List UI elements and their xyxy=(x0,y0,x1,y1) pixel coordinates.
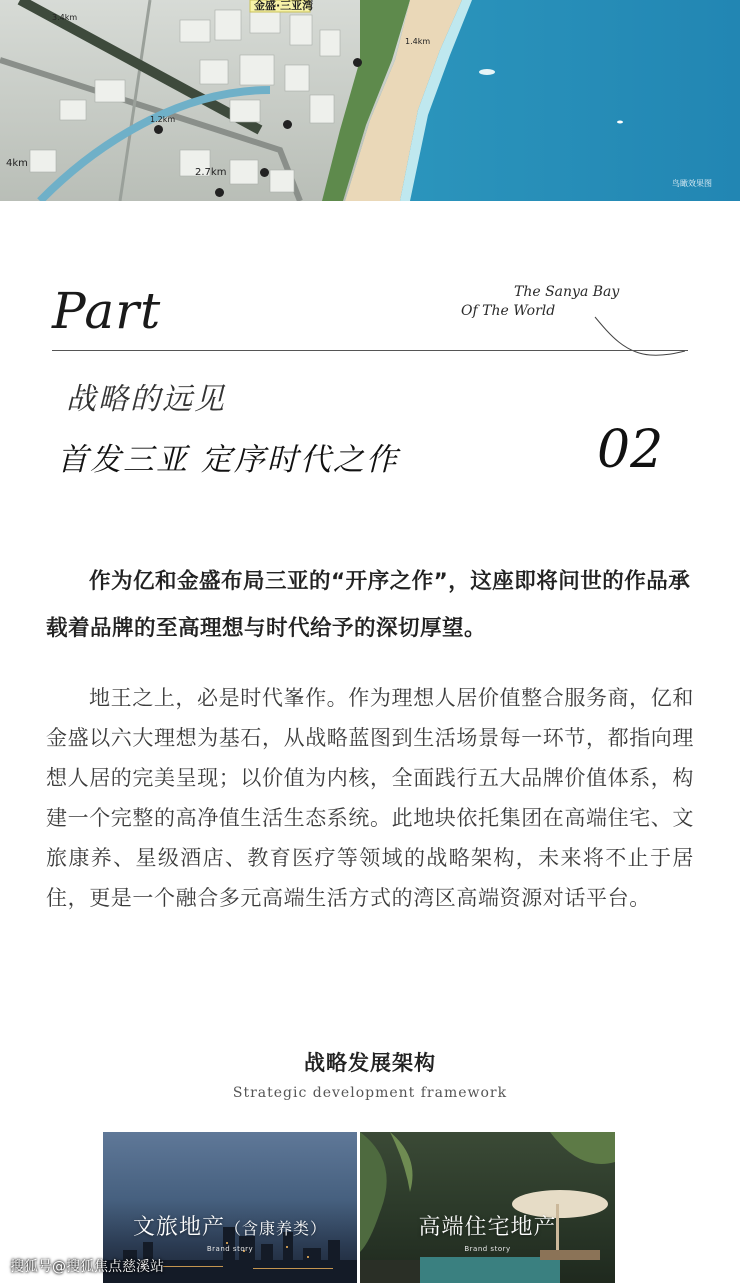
hero-aerial-image xyxy=(0,0,740,201)
framework-title: 战略发展架构 xyxy=(304,1051,436,1075)
map-pin-icon xyxy=(154,125,163,134)
card-luxury-residential[interactable] xyxy=(360,1132,615,1283)
map-distance-label: 2.7km xyxy=(195,167,227,178)
section-headline: 首发三亚 定序时代之作 xyxy=(57,442,399,478)
map-pin-icon xyxy=(260,168,269,177)
watermark: 搜狐号@搜狐焦点慈溪站 xyxy=(10,1259,164,1275)
map-pin-icon xyxy=(353,58,362,67)
section-kicker: 战略的远见 xyxy=(66,382,226,417)
map-pin-icon xyxy=(283,120,292,129)
body-paragraph: 地王之上，必是时代峯作。作为理想人居价值整合服务商，亿和金盛以六大理想为基石，从战略蓝图到生活场景每一环节，都指向理想人居的完美呈现；以价值为内核，全面践行五大品牌价值体系，构建一个完整的高净值生活生态系统。此地块依托集团在高端住宅、文旅康养、星级酒店、教育医疗等领域的战略架构，未来将不止于居住，更是一个融合多元高端生活方式的湾区高端资源对话平台。 xyxy=(46,686,694,910)
card-title: 文旅地产（含康养类） xyxy=(132,1215,328,1240)
part-number: 02 xyxy=(597,420,664,480)
map-distance-label: 3.4km xyxy=(52,13,78,22)
resort-pool-illustration xyxy=(360,1132,615,1283)
map-distance-label: 1.2km xyxy=(150,115,176,124)
image-caption: 鸟瞰效果图 xyxy=(672,179,712,188)
decorative-swoosh xyxy=(585,315,690,360)
part-heading: Part xyxy=(52,282,162,340)
aerial-map-illustration xyxy=(0,0,740,201)
card-subtitle: Brand story xyxy=(464,1245,511,1253)
framework-subtitle: Strategic development framework xyxy=(232,1085,508,1101)
tagline-line-1: The Sanya Bay xyxy=(514,284,620,300)
card-title: 高端住宅地产 xyxy=(418,1215,557,1240)
header-divider xyxy=(52,350,688,351)
map-distance-label: 4km xyxy=(6,158,28,169)
lead-paragraph: 作为亿和金盛布局三亚的“开序之作”，这座即将问世的作品承载着品牌的至高理想与时代给予的深切厚望。 xyxy=(46,569,691,641)
map-project-label: 金盛·三亚湾 xyxy=(254,0,314,12)
map-distance-label: 1.4km xyxy=(405,37,431,46)
tagline-line-2: Of The World xyxy=(461,303,556,319)
map-pin-icon xyxy=(215,188,224,197)
card-subtitle: Brand story xyxy=(206,1245,254,1253)
